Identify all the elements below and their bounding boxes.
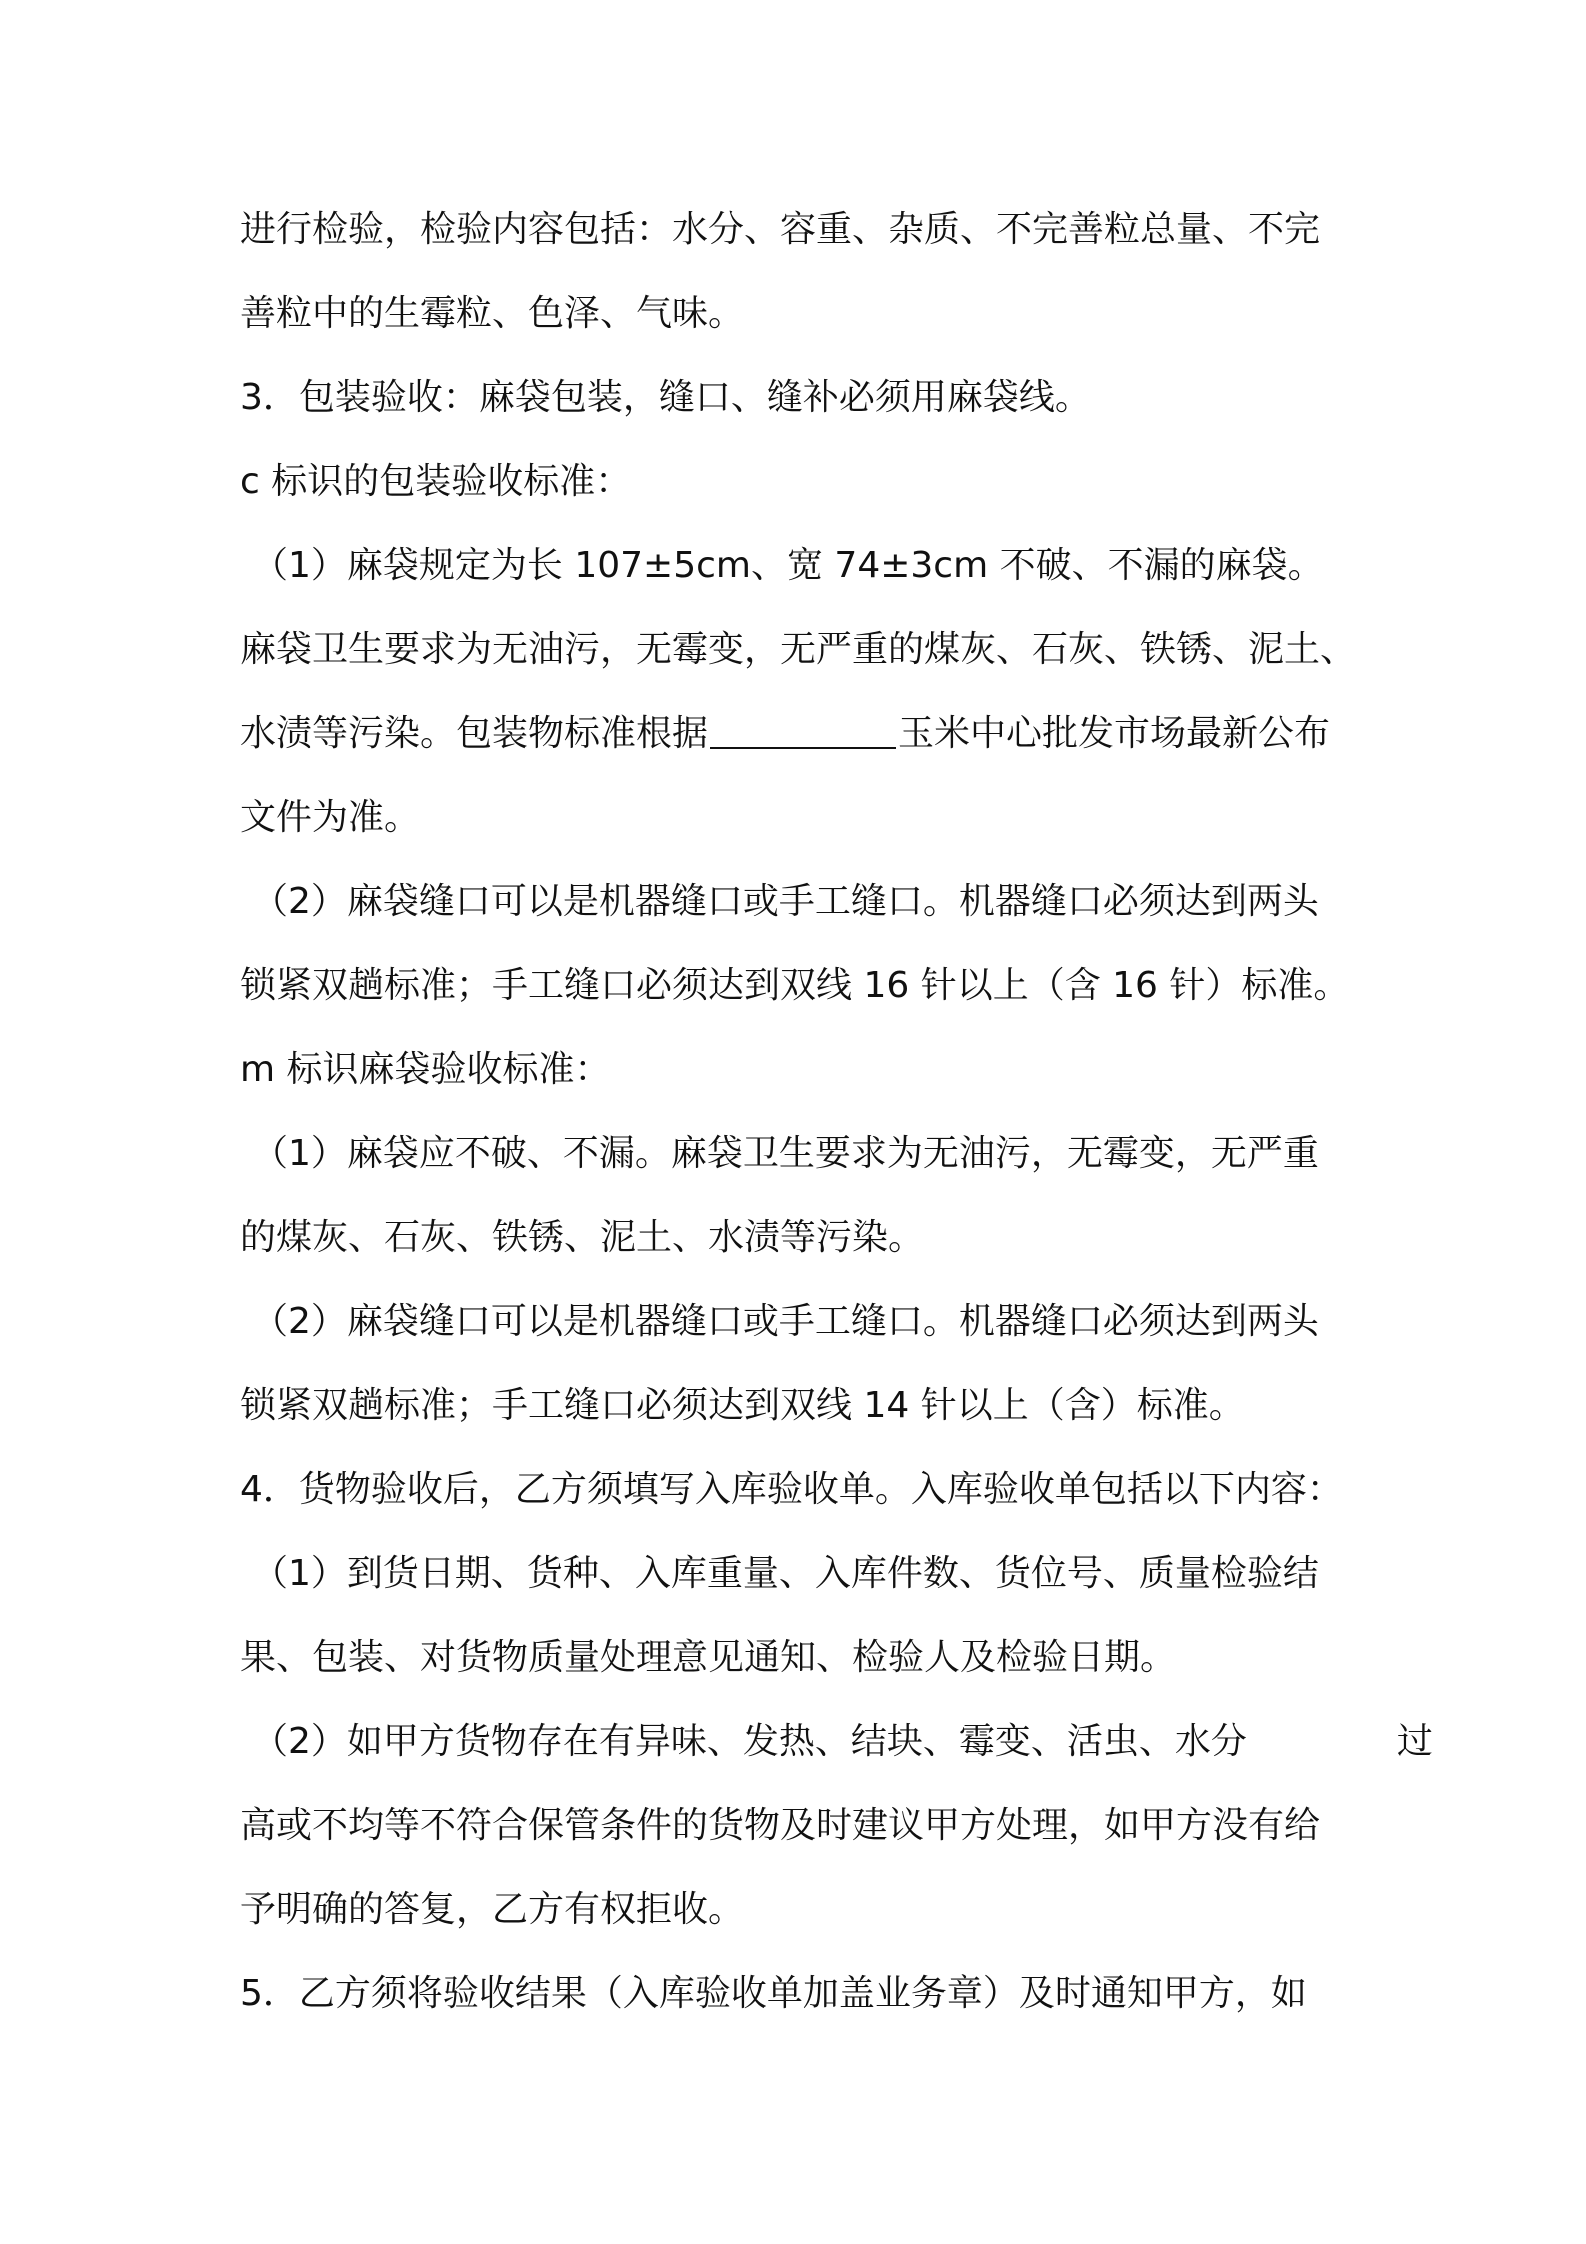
fill-in-blank[interactable]	[710, 717, 896, 749]
text-line: 进行检验，检验内容包括：水分、容重、杂质、不完善粒总量、不完	[240, 209, 1321, 250]
text-line: m 标识麻袋验收标准：	[240, 1049, 611, 1090]
text-line: 文件为准。	[240, 797, 421, 838]
text-line: （1）到货日期、货种、入库重量、入库件数、货位号、质量检验结	[252, 1553, 1319, 1594]
gap-before-text: （2）如甲方货物存在有异味、发热、结块、霉变、活虫、水分	[252, 1721, 1247, 1762]
text-line: 的煤灰、石灰、铁锈、泥土、水渍等污染。	[240, 1217, 925, 1258]
text-line: 善粒中的生霉粒、色泽、气味。	[240, 293, 745, 334]
fill-in-line	[240, 692, 1360, 776]
text-line: 高或不均等不符合保管条件的货物及时建议甲方处理，如甲方没有给	[240, 1805, 1321, 1846]
text-line: （2）麻袋缝口可以是机器缝口或手工缝口。机器缝口必须达到两头	[252, 1301, 1319, 1342]
text-line: 4．货物验收后，乙方须填写入库验收单。入库验收单包括以下内容：	[240, 1469, 1343, 1510]
text-line: c 标识的包装验收标准：	[240, 461, 632, 502]
text-line: 3．包装验收：麻袋包装，缝口、缝补必须用麻袋线。	[240, 377, 1091, 418]
text-line: （2）麻袋缝口可以是机器缝口或手工缝口。机器缝口必须达到两头	[252, 881, 1319, 922]
text-line: 予明确的答复，乙方有权拒收。	[240, 1889, 745, 1930]
text-line: 锁紧双趟标准；手工缝口必须达到双线 14 针以上（含）标准。	[240, 1385, 1245, 1426]
text-line: 锁紧双趟标准；手工缝口必须达到双线 16 针以上（含 16 针）标准。	[240, 965, 1350, 1006]
gap-line	[252, 1700, 1433, 1784]
fill-in-after-text: 玉米中心批发市场最新公布	[898, 713, 1331, 754]
text-line: 麻袋卫生要求为无油污，无霉变，无严重的煤灰、石灰、铁锈、泥土、	[240, 629, 1357, 670]
text-line: （1）麻袋规定为长 107±5cm、宽 74±3cm 不破、不漏的麻袋。	[252, 545, 1324, 586]
text-line: 5．乙方须将验收结果（入库验收单加盖业务章）及时通知甲方，如	[240, 1973, 1307, 2014]
fill-in-before-text: 水渍等污染。包装物标准根据	[240, 713, 709, 754]
text-line: （1）麻袋应不破、不漏。麻袋卫生要求为无油污，无霉变，无严重	[252, 1133, 1319, 1174]
text-line: 果、包装、对货物质量处理意见通知、检验人及检验日期。	[240, 1637, 1177, 1678]
gap-after-text: 过	[1396, 1721, 1433, 1762]
